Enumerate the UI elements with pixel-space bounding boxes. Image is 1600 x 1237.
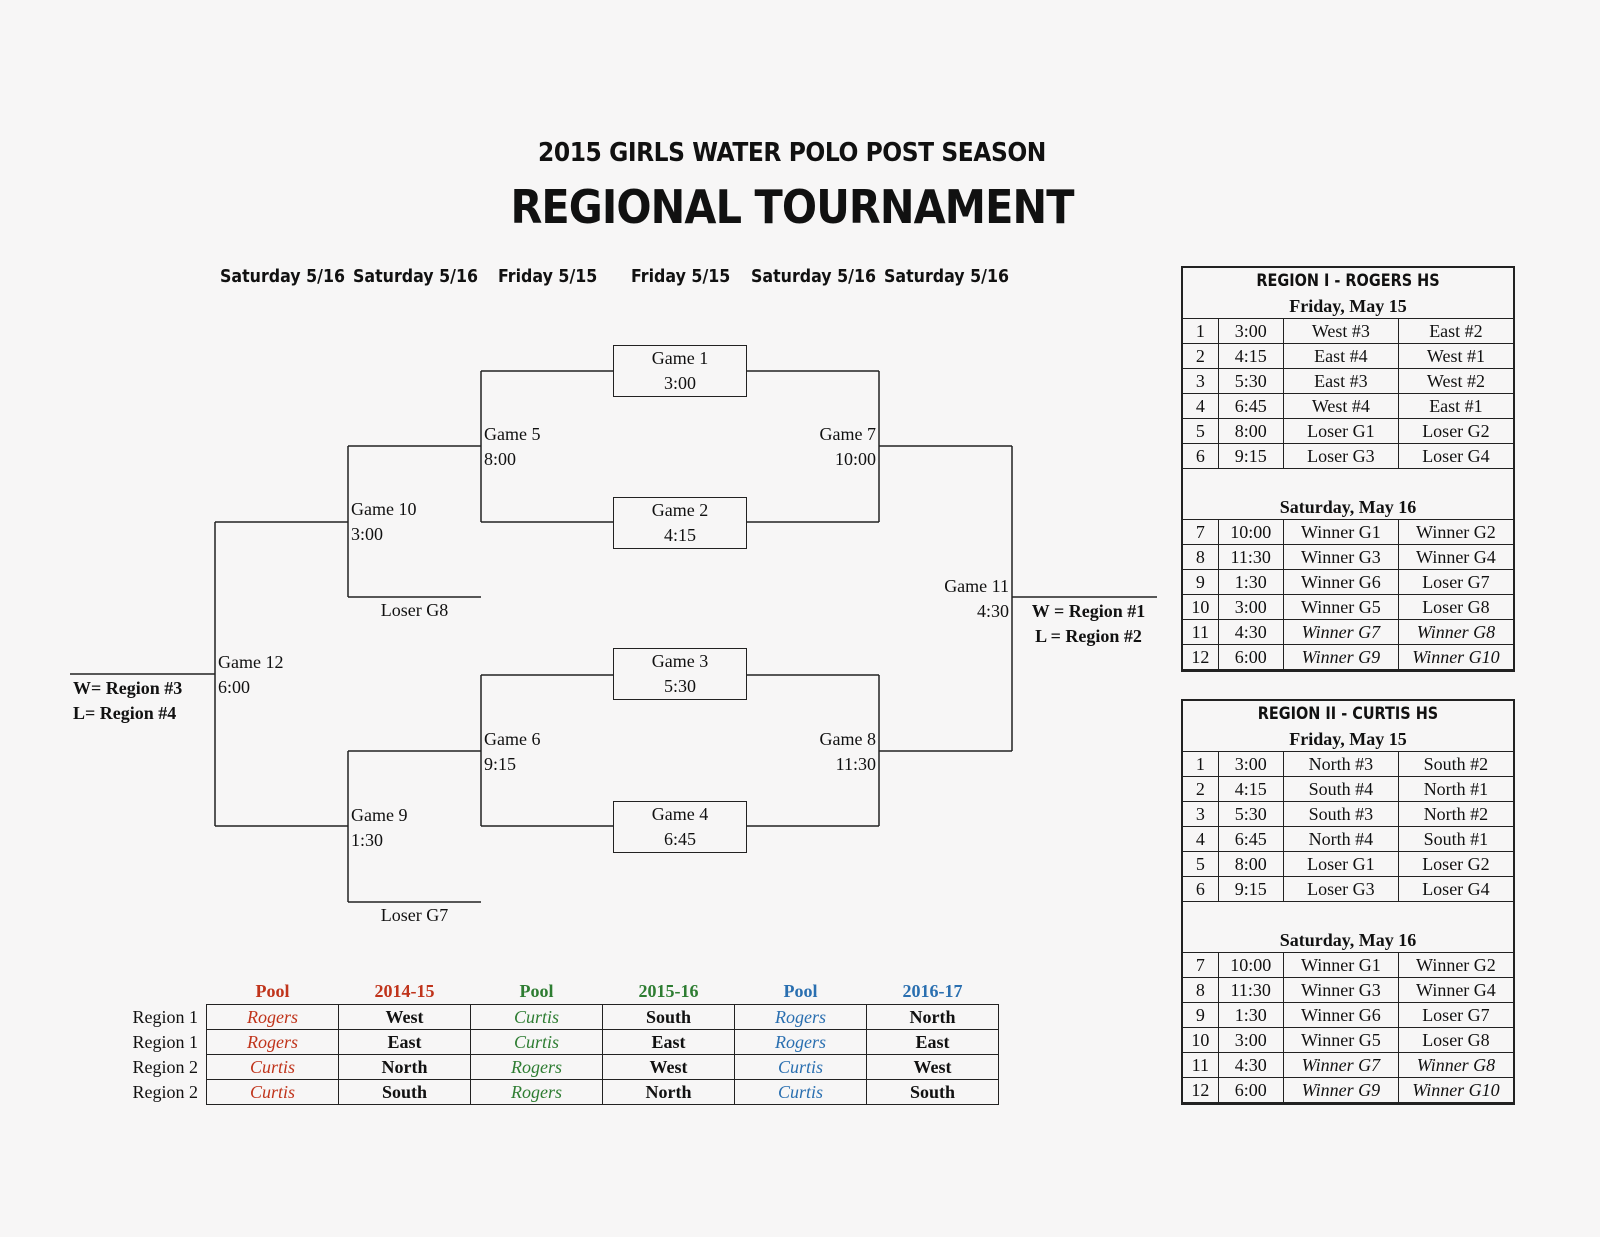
schedule-row xyxy=(1183,1003,1513,1028)
schedule-row xyxy=(1183,802,1513,827)
schedule-row xyxy=(1183,520,1513,545)
team-a-cell: Winner G3 xyxy=(1283,545,1398,570)
team-b-cell: West #1 xyxy=(1398,344,1513,369)
game-time-cell: 5:30 xyxy=(1218,802,1283,827)
team-b-cell: Loser G8 xyxy=(1398,1028,1513,1053)
game-number-cell: 1 xyxy=(1183,319,1218,344)
game-11-label xyxy=(909,574,1009,624)
game-3-box xyxy=(613,648,747,700)
schedule-row xyxy=(1183,1078,1513,1103)
pool-table-header-row xyxy=(130,978,999,1005)
game-number-cell: 6 xyxy=(1183,877,1218,902)
game-1-time: 3:00 xyxy=(663,373,696,393)
game-time-cell: 9:15 xyxy=(1218,877,1283,902)
team-a-cell: Winner G9 xyxy=(1283,645,1398,670)
day-header-col2: Saturday 5/16 xyxy=(353,266,478,287)
game-12-name: Game 12 xyxy=(218,652,284,672)
game-time-cell: 6:45 xyxy=(1218,827,1283,852)
team-b-cell: Winner G2 xyxy=(1398,953,1513,978)
day-header-col1: Saturday 5/16 xyxy=(220,266,345,287)
game-number-cell: 3 xyxy=(1183,369,1218,394)
region-1-title: REGION I - ROGERS HS xyxy=(1256,271,1440,291)
game-number-cell: 12 xyxy=(1183,1078,1218,1103)
region-1-day2: Saturday, May 16 xyxy=(1279,497,1417,517)
region-2-day2-table xyxy=(1183,952,1513,1103)
pool-school-cell: Rogers xyxy=(471,1080,603,1105)
team-b-cell: Loser G8 xyxy=(1398,595,1513,620)
pool-division-cell: West xyxy=(603,1055,735,1080)
schedule-row xyxy=(1183,752,1513,777)
region-2-day1-table xyxy=(1183,751,1513,902)
loser-g8-label: Loser G8 xyxy=(380,600,449,620)
game-number-cell: 9 xyxy=(1183,1003,1218,1028)
pool-table-row xyxy=(130,1080,999,1105)
team-a-cell: Winner G7 xyxy=(1283,1053,1398,1078)
game-11-outcomes xyxy=(1016,599,1161,649)
region-2-title: REGION II - CURTIS HS xyxy=(1257,704,1439,724)
pool-header: Pool xyxy=(255,980,290,1001)
game-time-cell: 1:30 xyxy=(1218,570,1283,595)
pool-division-cell: North xyxy=(339,1055,471,1080)
schedule-row xyxy=(1183,595,1513,620)
schedule-row xyxy=(1183,777,1513,802)
team-b-cell: East #2 xyxy=(1398,319,1513,344)
game-11-winner: W = Region #1 xyxy=(1031,601,1146,621)
team-a-cell: Winner G1 xyxy=(1283,953,1398,978)
team-b-cell: Loser G2 xyxy=(1398,419,1513,444)
game-time-cell: 4:15 xyxy=(1218,344,1283,369)
game-time-cell: 4:30 xyxy=(1218,620,1283,645)
team-b-cell: Loser G4 xyxy=(1398,877,1513,902)
game-number-cell: 7 xyxy=(1183,520,1218,545)
game-5-label xyxy=(484,422,540,472)
game-time-cell: 9:15 xyxy=(1218,444,1283,469)
team-a-cell: West #4 xyxy=(1283,394,1398,419)
team-a-cell: Winner G5 xyxy=(1283,1028,1398,1053)
team-a-cell: East #4 xyxy=(1283,344,1398,369)
game-time-cell: 3:00 xyxy=(1218,1028,1283,1053)
team-a-cell: Winner G6 xyxy=(1283,570,1398,595)
pool-division-cell: North xyxy=(603,1080,735,1105)
pool-row-label: Region 2 xyxy=(132,1056,198,1077)
game-12-winner: W= Region #3 xyxy=(73,678,183,698)
team-a-cell: Winner G9 xyxy=(1283,1078,1398,1103)
game-2-box xyxy=(613,497,747,549)
pool-header: Pool xyxy=(519,980,554,1001)
region-1-day1-table xyxy=(1183,318,1513,469)
pool-school-cell: Curtis xyxy=(207,1080,339,1105)
game-5-name: Game 5 xyxy=(484,424,541,444)
game-time-cell: 6:00 xyxy=(1218,1078,1283,1103)
schedule-row xyxy=(1183,877,1513,902)
team-b-cell: Winner G10 xyxy=(1398,645,1513,670)
pool-row-label: Region 2 xyxy=(132,1081,198,1102)
team-a-cell: West #3 xyxy=(1283,319,1398,344)
pool-school-cell: Curtis xyxy=(207,1055,339,1080)
pool-table-row xyxy=(130,1030,999,1055)
pool-division-cell: South xyxy=(339,1080,471,1105)
team-b-cell: North #2 xyxy=(1398,802,1513,827)
game-time-cell: 3:00 xyxy=(1218,319,1283,344)
team-b-cell: West #2 xyxy=(1398,369,1513,394)
pool-table-row xyxy=(130,1055,999,1080)
game-11-name: Game 11 xyxy=(944,576,1009,596)
game-time-cell: 10:00 xyxy=(1218,520,1283,545)
season-header: 2014-15 xyxy=(374,980,435,1001)
game-5-time: 8:00 xyxy=(484,449,517,469)
game-number-cell: 6 xyxy=(1183,444,1218,469)
game-number-cell: 2 xyxy=(1183,344,1218,369)
team-b-cell: Winner G4 xyxy=(1398,978,1513,1003)
game-4-time: 6:45 xyxy=(663,829,696,849)
pool-school-cell: Rogers xyxy=(735,1030,867,1055)
game-number-cell: 11 xyxy=(1183,620,1218,645)
game-number-cell: 5 xyxy=(1183,419,1218,444)
schedule-row xyxy=(1183,645,1513,670)
game-11-time: 4:30 xyxy=(976,601,1009,621)
game-time-cell: 4:15 xyxy=(1218,777,1283,802)
game-8-label xyxy=(776,727,876,777)
schedule-row xyxy=(1183,319,1513,344)
game-6-time: 9:15 xyxy=(484,754,517,774)
game-1-box xyxy=(613,345,747,397)
game-12-time: 6:00 xyxy=(218,677,251,697)
pool-school-cell: Rogers xyxy=(207,1030,339,1055)
game-number-cell: 4 xyxy=(1183,827,1218,852)
pool-division-cell: West xyxy=(867,1055,999,1080)
team-a-cell: North #3 xyxy=(1283,752,1398,777)
game-8-name: Game 8 xyxy=(819,729,876,749)
schedule-row xyxy=(1183,1053,1513,1078)
team-b-cell: East #1 xyxy=(1398,394,1513,419)
pool-header: Pool xyxy=(783,980,818,1001)
season-header: 2016-17 xyxy=(902,980,963,1001)
day-header-col3: Friday 5/15 xyxy=(498,266,598,287)
team-a-cell: Loser G3 xyxy=(1283,877,1398,902)
game-4-box xyxy=(613,801,747,853)
region-1-day2-table xyxy=(1183,519,1513,670)
team-b-cell: Winner G10 xyxy=(1398,1078,1513,1103)
pool-division-cell: North xyxy=(867,1005,999,1030)
pool-division-cell: South xyxy=(867,1080,999,1105)
team-a-cell: Winner G7 xyxy=(1283,620,1398,645)
game-12-outcomes xyxy=(73,676,182,726)
region-1-schedule xyxy=(1181,266,1515,672)
schedule-row xyxy=(1183,344,1513,369)
pool-school-cell: Curtis xyxy=(735,1080,867,1105)
team-a-cell: East #3 xyxy=(1283,369,1398,394)
loser-g7-label: Loser G7 xyxy=(380,905,449,925)
game-number-cell: 8 xyxy=(1183,545,1218,570)
game-12-loser: L= Region #4 xyxy=(73,703,177,723)
game-number-cell: 11 xyxy=(1183,1053,1218,1078)
game-time-cell: 8:00 xyxy=(1218,419,1283,444)
game-number-cell: 8 xyxy=(1183,978,1218,1003)
pool-school-cell: Rogers xyxy=(471,1055,603,1080)
pool-row-label: Region 1 xyxy=(132,1031,198,1052)
game-3-time: 5:30 xyxy=(663,676,696,696)
schedule-row xyxy=(1183,978,1513,1003)
game-2-name: Game 2 xyxy=(651,500,709,520)
pool-division-cell: South xyxy=(603,1005,735,1030)
pool-row-label: Region 1 xyxy=(132,1006,198,1027)
team-b-cell: Loser G7 xyxy=(1398,570,1513,595)
game-7-time: 10:00 xyxy=(834,449,876,469)
game-2-time: 4:15 xyxy=(663,525,696,545)
game-number-cell: 10 xyxy=(1183,1028,1218,1053)
team-a-cell: Winner G5 xyxy=(1283,595,1398,620)
team-a-cell: Loser G1 xyxy=(1283,419,1398,444)
game-6-name: Game 6 xyxy=(484,729,541,749)
schedule-row xyxy=(1183,545,1513,570)
team-a-cell: North #4 xyxy=(1283,827,1398,852)
schedule-row xyxy=(1183,444,1513,469)
game-number-cell: 10 xyxy=(1183,595,1218,620)
game-1-name: Game 1 xyxy=(651,348,709,368)
game-9-time: 1:30 xyxy=(351,830,384,850)
game-time-cell: 1:30 xyxy=(1218,1003,1283,1028)
team-a-cell: Winner G6 xyxy=(1283,1003,1398,1028)
schedule-row xyxy=(1183,1028,1513,1053)
game-number-cell: 1 xyxy=(1183,752,1218,777)
region-2-day2: Saturday, May 16 xyxy=(1279,930,1417,950)
game-time-cell: 5:30 xyxy=(1218,369,1283,394)
pool-school-cell: Curtis xyxy=(735,1055,867,1080)
pool-table-body xyxy=(130,1005,999,1105)
game-9-name: Game 9 xyxy=(351,805,408,825)
game-time-cell: 8:00 xyxy=(1218,852,1283,877)
game-time-cell: 4:30 xyxy=(1218,1053,1283,1078)
game-10-label xyxy=(351,497,416,547)
day-header-col4: Friday 5/15 xyxy=(631,266,731,287)
region-1-day1: Friday, May 15 xyxy=(1289,296,1407,316)
game-3-name: Game 3 xyxy=(651,651,709,671)
pool-school-cell: Rogers xyxy=(735,1005,867,1030)
pool-division-cell: West xyxy=(339,1005,471,1030)
schedule-row xyxy=(1183,827,1513,852)
game-10-time: 3:00 xyxy=(351,524,384,544)
day-header-col5: Saturday 5/16 xyxy=(751,266,876,287)
pool-rotation-table xyxy=(130,978,999,1105)
game-number-cell: 12 xyxy=(1183,645,1218,670)
game-time-cell: 10:00 xyxy=(1218,953,1283,978)
game-time-cell: 6:00 xyxy=(1218,645,1283,670)
team-b-cell: South #2 xyxy=(1398,752,1513,777)
pool-table-row xyxy=(130,1005,999,1030)
game-number-cell: 3 xyxy=(1183,802,1218,827)
game-time-cell: 11:30 xyxy=(1218,978,1283,1003)
game-number-cell: 7 xyxy=(1183,953,1218,978)
game-7-label xyxy=(776,422,876,472)
team-a-cell: South #3 xyxy=(1283,802,1398,827)
team-a-cell: Winner G1 xyxy=(1283,520,1398,545)
game-11-loser: L = Region #2 xyxy=(1035,626,1142,646)
game-7-name: Game 7 xyxy=(819,424,876,444)
team-b-cell: Loser G4 xyxy=(1398,444,1513,469)
game-time-cell: 3:00 xyxy=(1218,752,1283,777)
team-b-cell: Loser G2 xyxy=(1398,852,1513,877)
team-b-cell: Winner G2 xyxy=(1398,520,1513,545)
team-b-cell: South #1 xyxy=(1398,827,1513,852)
game-number-cell: 9 xyxy=(1183,570,1218,595)
team-a-cell: South #4 xyxy=(1283,777,1398,802)
schedule-row xyxy=(1183,369,1513,394)
game-4-name: Game 4 xyxy=(651,804,709,824)
team-b-cell: Winner G4 xyxy=(1398,545,1513,570)
game-10-name: Game 10 xyxy=(351,499,417,519)
pool-school-cell: Curtis xyxy=(471,1005,603,1030)
schedule-row xyxy=(1183,394,1513,419)
game-6-label xyxy=(484,727,540,777)
schedule-row xyxy=(1183,570,1513,595)
game-time-cell: 6:45 xyxy=(1218,394,1283,419)
game-time-cell: 11:30 xyxy=(1218,545,1283,570)
pool-division-cell: East xyxy=(867,1030,999,1055)
team-b-cell: Winner G8 xyxy=(1398,620,1513,645)
game-9-label xyxy=(351,803,407,853)
tournament-title: REGIONAL TOURNAMENT xyxy=(510,180,1074,234)
team-a-cell: Loser G3 xyxy=(1283,444,1398,469)
schedule-row xyxy=(1183,852,1513,877)
season-header: 2015-16 xyxy=(638,980,699,1001)
game-time-cell: 3:00 xyxy=(1218,595,1283,620)
schedule-row xyxy=(1183,419,1513,444)
pool-division-cell: East xyxy=(603,1030,735,1055)
day-header-col6: Saturday 5/16 xyxy=(884,266,1009,287)
team-b-cell: Winner G8 xyxy=(1398,1053,1513,1078)
pool-school-cell: Rogers xyxy=(207,1005,339,1030)
team-a-cell: Loser G1 xyxy=(1283,852,1398,877)
schedule-row xyxy=(1183,953,1513,978)
schedule-row xyxy=(1183,620,1513,645)
pool-school-cell: Curtis xyxy=(471,1030,603,1055)
team-b-cell: Loser G7 xyxy=(1398,1003,1513,1028)
team-b-cell: North #1 xyxy=(1398,777,1513,802)
region-2-day1: Friday, May 15 xyxy=(1289,729,1407,749)
game-number-cell: 4 xyxy=(1183,394,1218,419)
region-2-schedule xyxy=(1181,699,1515,1105)
game-12-label xyxy=(218,650,283,700)
tournament-subtitle: 2015 GIRLS WATER POLO POST SEASON xyxy=(538,138,1046,168)
team-a-cell: Winner G3 xyxy=(1283,978,1398,1003)
game-number-cell: 5 xyxy=(1183,852,1218,877)
game-8-time: 11:30 xyxy=(835,754,876,774)
game-number-cell: 2 xyxy=(1183,777,1218,802)
pool-division-cell: East xyxy=(339,1030,471,1055)
